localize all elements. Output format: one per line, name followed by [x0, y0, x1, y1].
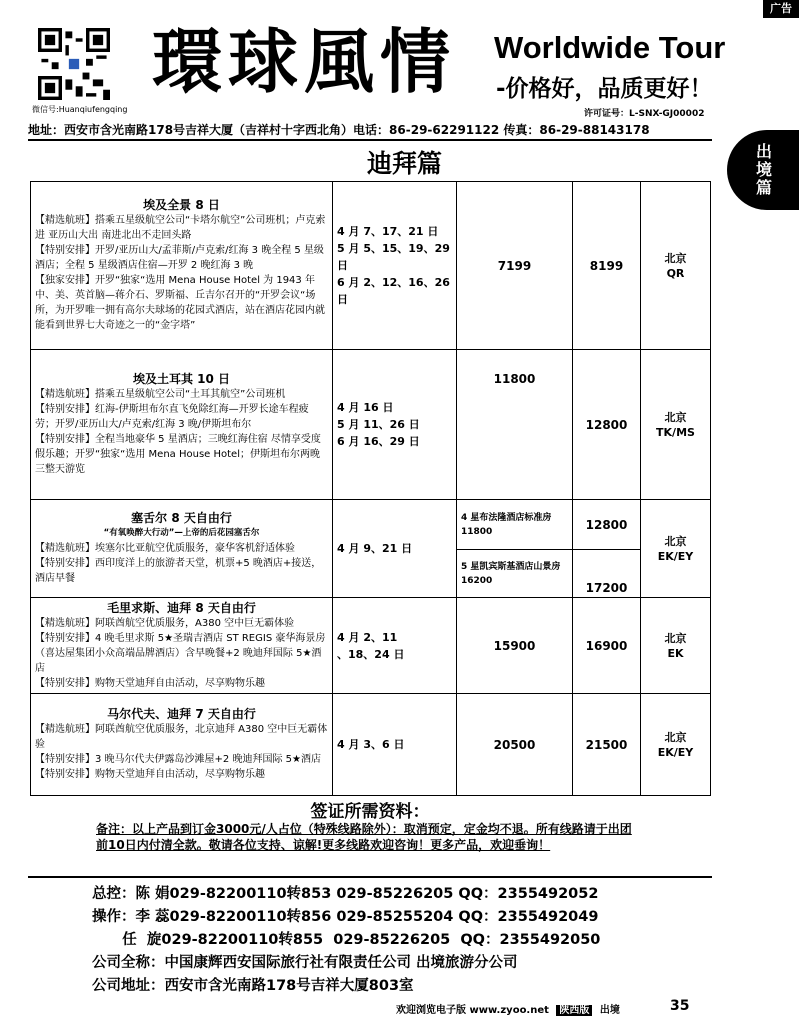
price-2: 12800: [573, 350, 641, 500]
route: [641, 694, 711, 796]
date-line: 6 月 2、12、16、26 日: [337, 276, 450, 306]
tour-line: 【特别安排】西印度洋上的旅游者天堂，机票+5 晚酒店+接送，酒店早餐: [35, 558, 322, 584]
tour-line: 【特别安排】购物天堂迪拜自由活动，尽享购物乐趣: [35, 677, 265, 689]
route: [641, 598, 711, 694]
price-2: 16900: [573, 598, 641, 694]
table-row: [31, 598, 711, 694]
edition-badge: 陕西版: [556, 1005, 592, 1016]
license-number: 许可证号：L-SNX-GJ00002: [584, 109, 705, 119]
route: [641, 350, 711, 500]
hotel-option: 4 星布法隆酒店标准房 11800: [457, 500, 573, 550]
price-2: 12800: [573, 500, 641, 550]
tour-line: 【特别安排】购物天堂迪拜自由活动，尽享购物乐趣: [35, 769, 265, 780]
route-airline: EK/EY: [657, 549, 694, 563]
tour-title: 毛里求斯、迪拜 8 天自由行: [107, 600, 256, 615]
price-2: 17200: [573, 550, 641, 598]
date-line: 4 月 9、21 日: [337, 542, 413, 555]
remark: 备注：以上产品到订金3000元/人占位（特殊线路除外）：取消预定，定金均不退。所有线路请于出团前10日内付清全款。敬请各位支持、谅解!更多线路欢迎咨询！更多产品，欢迎垂询！: [96, 822, 632, 852]
date-line: 5 月 11、26 日: [337, 418, 420, 431]
side-tab: 出境篇: [727, 130, 799, 210]
price-2: 8199: [573, 182, 641, 350]
contact-row: 操作：李 蕊029-82200110转856 029-85255204 QQ：2355492049: [92, 909, 599, 925]
tour-description: [31, 182, 333, 350]
table-row: [31, 182, 711, 350]
tour-title: 埃及全景 8 日: [143, 198, 220, 212]
route-city: 北京: [664, 410, 687, 424]
price-1: 11800: [457, 350, 573, 500]
tour-subtitle: “有氧唤醉大行动”—上帝的后花园塞舌尔: [103, 528, 260, 538]
visa-title: 签证所需资料：: [310, 802, 430, 822]
contact-row: 任 旋029-82200110转855 029-85226205 QQ：2355492050: [92, 932, 601, 948]
brand-english: Worldwide Tour: [494, 30, 726, 65]
footer: [396, 1001, 620, 1016]
tour-title: 塞舌尔 8 天自由行: [131, 511, 232, 525]
route-airline: TK/MS: [656, 425, 695, 439]
company-name: 公司全称：中国康辉西安国际旅行社有限责任公司 出境旅游分公司: [92, 955, 518, 971]
route: [641, 182, 711, 350]
tour-line: 【特别安排】开罗/亚历山大/孟菲斯/卢克索/红海 3 晚全程 5 星级酒店；全程 5 星级酒店住宿—开罗 2 晚红海 3 晚: [35, 245, 324, 271]
date-line: 5 月 5、15、19、29 日: [337, 242, 450, 272]
footer-text: 欢迎浏览电子版 www.zyoo.net: [396, 1005, 549, 1016]
tour-line: 【特别安排】全程当地豪华 5 星酒店；三晚红海住宿 尽情享受度假乐趣；开罗“独家“选用 Mena House Hotel；伊斯坦布尔两晚三整天游览: [35, 434, 321, 475]
tour-line: 【独家安排】开罗“独家“选用 Mena House Hotel 为 1943 年中、美、英首脑—蒋介石、罗斯福、丘吉尔召开的“开罗会议“场所，为开罗唯一拥有高尔夫球场的花园式酒店，站在酒店花园内就能看到世界七大奇迹之一的“金字塔”: [35, 275, 325, 331]
price-1: 7199: [457, 182, 573, 350]
contact-row: 总控：陈 娟029-82200110转853 029-85226205 QQ：2355492052: [92, 886, 599, 902]
tour-line: 【特别安排】红海-伊斯坦布尔直飞免除红海—开罗长途车程疲劳；开罗/亚历山大/卢克索/红海 3 晚/伊斯坦布尔: [35, 404, 309, 430]
route-city: 北京: [664, 730, 687, 744]
tour-description: [31, 350, 333, 500]
slogan: -价格好，品质更好！: [496, 76, 713, 102]
footer-section: 出境: [599, 1005, 620, 1016]
page-number: 35: [670, 998, 690, 1014]
tour-title: 马尔代夫、迪拜 7 天自由行: [107, 707, 256, 721]
tour-dates: [333, 694, 457, 796]
tour-line: 【精选航班】阿联酋航空优质服务，北京迪拜 A380 空中巨无霸体验: [35, 724, 328, 750]
route-city: 北京: [664, 534, 687, 548]
divider: [28, 876, 712, 878]
table-row: [31, 500, 711, 550]
price-2: 21500: [573, 694, 641, 796]
date-line: 4 月 3、6 日: [337, 738, 405, 751]
date-line: 4 月 16 日: [337, 401, 394, 414]
tour-line: 【精选航班】埃塞尔比亚航空优质服务，豪华客机舒适体验: [35, 543, 295, 554]
tour-description: [31, 694, 333, 796]
price-1: 15900: [457, 598, 573, 694]
table-row: [31, 350, 711, 500]
date-line: 、18、24 日: [337, 647, 405, 661]
brand-title: 環球風情: [152, 20, 456, 103]
route-airline: QR: [666, 266, 685, 280]
date-line: 4 月 2、11: [337, 630, 398, 644]
date-line: 6 月 16、29 日: [337, 435, 420, 448]
tour-title: 埃及土耳其 10 日: [132, 372, 231, 386]
address-line: 地址：西安市含光南路178号吉祥大厦（吉祥村十字西北角）电话：86-29-62291122 传真：86-29-88143178: [28, 123, 650, 137]
company-address: 公司地址：西安市含光南路178号吉祥大厦803室: [92, 978, 414, 994]
tour-dates: [333, 350, 457, 500]
contact-block: [92, 883, 600, 998]
tour-description: [31, 500, 333, 598]
divider: [28, 139, 712, 141]
tour-dates: [333, 598, 457, 694]
tour-dates: [333, 182, 457, 350]
route-airline: EK: [667, 646, 684, 660]
route-city: 北京: [664, 631, 687, 645]
tour-line: 【特别安排】4 晚毛里求斯 5★圣瑞吉酒店 ST REGIS 豪华海景房（喜达屋集团小众高端品牌酒店）含早晚餐+2 晚迪拜国际 5★酒店: [35, 632, 326, 674]
wechat-id: 微信号:Huanqiufengqing: [32, 105, 128, 114]
tour-table: [30, 181, 711, 796]
price-1: 20500: [457, 694, 573, 796]
tour-line: 【精选航班】阿联酋航空优质服务，A380 空中巨无霸体验: [35, 617, 295, 629]
tour-description: [31, 598, 333, 694]
tour-dates: [333, 500, 457, 598]
date-line: 4 月 7、17、21 日: [337, 225, 439, 238]
ad-tag: 广告: [763, 0, 799, 18]
route-city: 北京: [664, 251, 687, 265]
hotel-option: 5 星凯宾斯基酒店山景房 16200: [457, 550, 573, 598]
tour-line: 【精选航班】搭乘五星级航空公司“土耳其航空”公司班机: [35, 389, 286, 400]
qr-code: [38, 28, 110, 100]
table-row: [31, 694, 711, 796]
section-title: 迪拜篇: [366, 149, 442, 178]
tour-line: 【特别安排】3 晚马尔代夫伊露岛沙滩屋+2 晚迪拜国际 5★酒店: [35, 754, 321, 765]
route-airline: EK/EY: [657, 745, 694, 759]
route: [641, 500, 711, 598]
tour-line: 【精选航班】搭乘五星级航空公司“卡塔尔航空”公司班机；卢克索进 亚历山大出 南进北出不走回头路: [35, 215, 326, 241]
